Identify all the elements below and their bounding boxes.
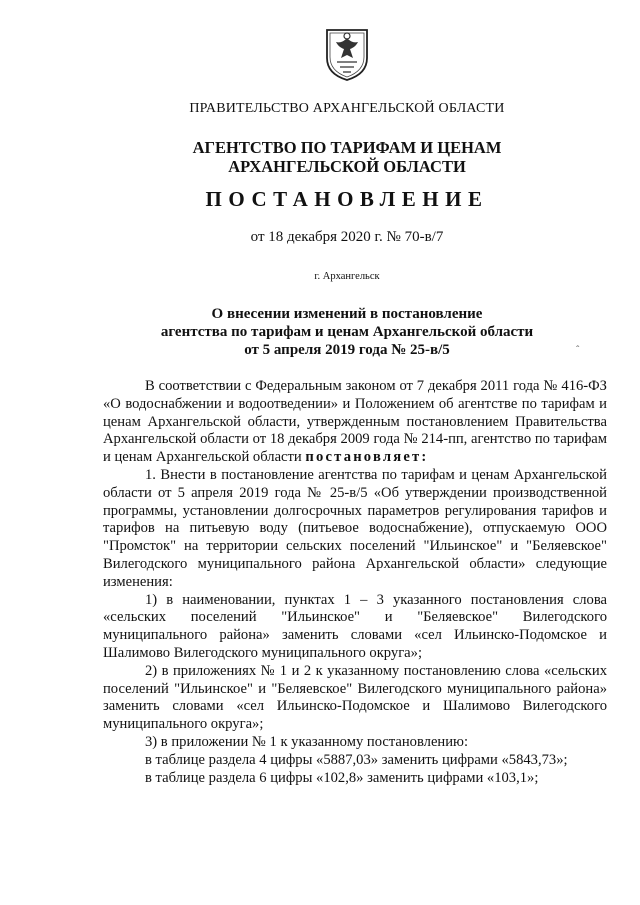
subitem-2-paragraph: 2) в приложениях № 1 и 2 к указанному постановлению слова «сельских поселений "Ильинское" и "Беляевское" Вилегодского муниципального района» заменить словами «сел Ильинско-Подомское и Шалимово Вилегодского муниципального округа»; xyxy=(103,662,607,733)
subject-line1: О внесении изменений в постановление xyxy=(211,306,483,322)
agency-name-line1: АГЕНТСТВО ПО ТАРИФАМ И ЦЕНАМ xyxy=(192,138,502,157)
coat-of-arms-emblem xyxy=(322,24,372,82)
subitem-3-paragraph: 3) в приложении № 1 к указанному постановлению: xyxy=(145,733,469,750)
agency-name xyxy=(0,138,640,176)
subitem-3b-paragraph: в таблице раздела 6 цифры «102,8» заменить цифрами «103,1»; xyxy=(145,769,539,786)
decree-date-number: от 18 декабря 2020 г. № 70-в/7 xyxy=(250,229,444,245)
decree-body xyxy=(103,378,607,787)
decree-subject xyxy=(0,305,640,359)
agency-name-line2: АРХАНГЕЛЬСКОЙ ОБЛАСТИ xyxy=(228,157,466,176)
city-name: г. Архангельск xyxy=(314,271,380,282)
subject-line3: от 5 апреля 2019 года № 25-в/5 xyxy=(244,342,450,358)
preamble-paragraph xyxy=(103,378,607,467)
margin-mark: ˆ xyxy=(576,345,580,356)
subject-line2: агентства по тарифам и ценам Архангельской области xyxy=(160,324,534,340)
subitem-3a-paragraph: в таблице раздела 4 цифры «5887,03» заменить цифрами «5843,73»; xyxy=(145,751,568,768)
subitem-1-paragraph: 1) в наименовании, пунктах 1 – 3 указанного постановления слова «сельских поселений "Ильинское" и "Беляевское" Вилегодского муниципального района» заменить словами «сел Ильинско-Подомское и Шалимово Вилегодского муниципального округа»; xyxy=(103,591,607,661)
item-1-paragraph: 1. Внести в постановление агентства по тарифам и ценам Архангельской области от 5 апреля 2019 года № 25-в/5 «Об утверждении производственной программы, установлении долгосрочных параметров регулирования тарифов и тарифов на питьевую воду (питьевое водоснабжение), отпускаемую ООО "Промсток" на территории сельских поселений "Ильинское" и "Беляевское" Вилегодского муниципального района Архангельской области» следующие изменения: xyxy=(103,466,607,590)
government-name: ПРАВИТЕЛЬСТВО АРХАНГЕЛЬСКОЙ ОБЛАСТИ xyxy=(189,101,505,116)
decree-title: ПОСТАНОВЛЕНИЕ xyxy=(205,187,489,211)
decides-word: постановляет: xyxy=(305,449,429,466)
preamble-text: В соответствии с Федеральным законом от 7 декабря 2011 года № 416-ФЗ «О водоснабжении и водоотведении» и Положением об агентстве по тарифам и ценам Архангельской области, утвержденным постановлением Правительства Архангельской области от 18 декабря 2009 года № 214-пп, агентство по тарифам и ценам Архангельской области xyxy=(103,378,607,466)
